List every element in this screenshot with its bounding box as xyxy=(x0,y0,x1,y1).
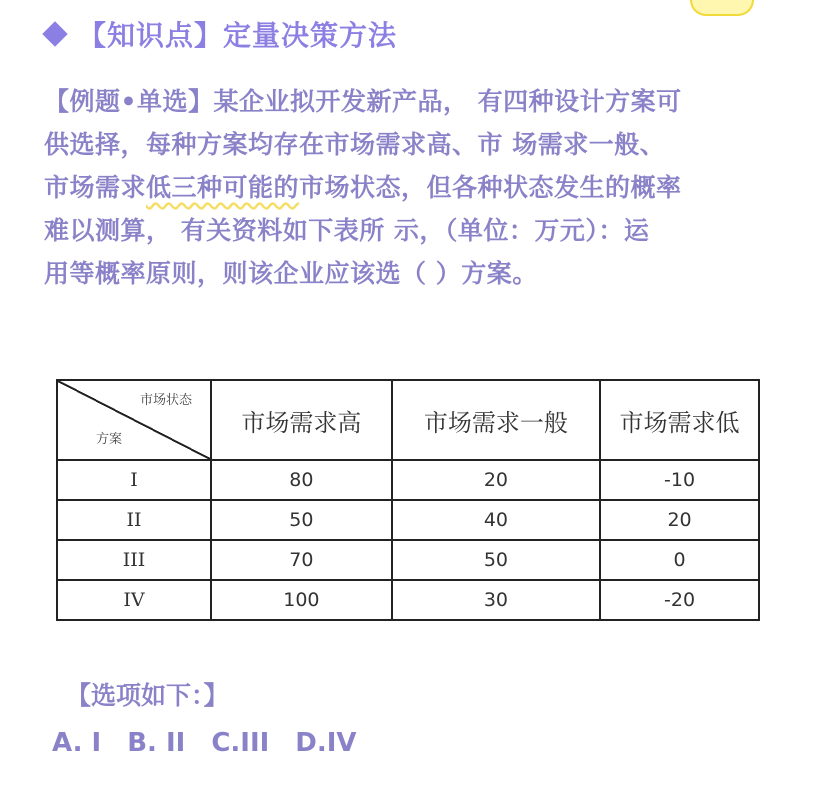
payoff-table xyxy=(56,379,760,621)
question-line xyxy=(44,166,784,209)
corner-label-plan: 方案 xyxy=(96,432,123,447)
plan-cell: I xyxy=(57,460,211,500)
title-topic: 定量决策方法 xyxy=(223,19,398,52)
value-cell: 30 xyxy=(392,580,600,620)
options-list xyxy=(52,728,357,758)
column-header: 市场需求低 xyxy=(600,380,759,460)
value-cell: 50 xyxy=(392,540,600,580)
plan-cell: III xyxy=(57,540,211,580)
options-title: 【选项如下：】 xyxy=(66,681,229,710)
title-bracket-open: 【 xyxy=(78,19,108,52)
question-line-part: 市场状态，但各种状态发生的概率 xyxy=(299,173,682,202)
diamond-icon xyxy=(42,21,67,46)
section-title xyxy=(40,12,397,56)
plan-cell: II xyxy=(57,500,211,540)
option-b[interactable]: B. II xyxy=(127,728,186,758)
corner-label-state: 市场状态 xyxy=(139,393,192,408)
question-line: 难以测算， 有关资料如下表所 示，（单位：万元）：运 xyxy=(44,216,650,245)
value-cell: 20 xyxy=(392,460,600,500)
value-cell: 0 xyxy=(600,540,759,580)
option-d[interactable]: D.IV xyxy=(295,728,357,758)
question-text xyxy=(44,80,784,295)
table-row xyxy=(57,540,759,580)
value-cell: -20 xyxy=(600,580,759,620)
plan-cell: IV xyxy=(57,580,211,620)
highlighted-text: 低三种可能的 xyxy=(146,173,300,202)
question-line: 供选择，每种方案均存在市场需求高、市 场需求一般、 xyxy=(44,130,666,159)
value-cell: -10 xyxy=(600,460,759,500)
value-cell: 80 xyxy=(211,460,392,500)
column-header: 市场需求高 xyxy=(211,380,392,460)
question-line-part: 市场需求 xyxy=(44,173,147,202)
option-c[interactable]: C.III xyxy=(211,728,270,758)
title-tag: 知识点 xyxy=(107,19,195,52)
value-cell: 40 xyxy=(392,500,600,540)
table-row xyxy=(57,500,759,540)
option-a[interactable]: A. I xyxy=(52,728,102,758)
value-cell: 50 xyxy=(211,500,392,540)
table-header-row xyxy=(57,380,759,460)
table-row xyxy=(57,460,759,500)
value-cell: 20 xyxy=(600,500,759,540)
table-row xyxy=(57,580,759,620)
value-cell: 70 xyxy=(211,540,392,580)
column-header: 市场需求一般 xyxy=(392,380,600,460)
question-line: 用等概率原则，则该企业应该选（ ）方案。 xyxy=(44,259,538,288)
table-corner-cell xyxy=(57,380,211,460)
question-line: 【例题•单选】某企业拟开发新产品， 有四种设计方案可 xyxy=(44,87,682,116)
title-bracket-close: 】 xyxy=(194,19,224,52)
value-cell: 100 xyxy=(211,580,392,620)
decorative-sticker xyxy=(690,0,754,16)
